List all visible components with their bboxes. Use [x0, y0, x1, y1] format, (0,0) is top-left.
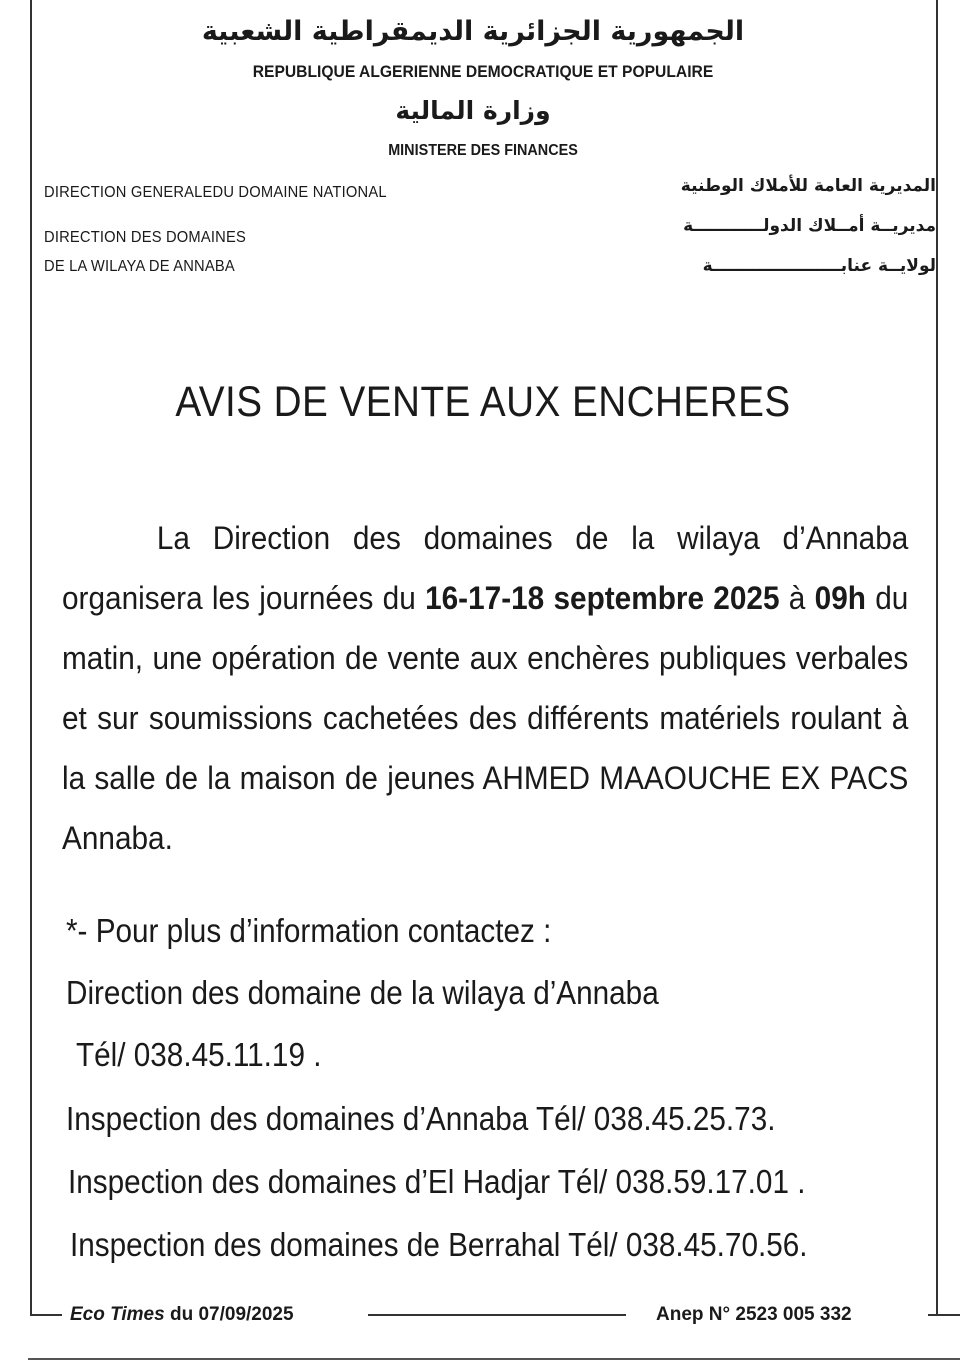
footer-anep-number: Anep N° 2523 005 332 — [648, 1304, 860, 1326]
french-ministry-title: MINISTERE DES FINANCES — [388, 142, 578, 159]
footer-publication — [62, 1304, 302, 1326]
french-republic-title: REPUBLIQUE ALGERIENNE DEMOCRATIQUE ET POPULAIRE — [252, 62, 714, 81]
contact-inspection-berrahal: Inspection des domaines de Berrahal Tél/ 038.45.70.56. — [70, 1226, 808, 1263]
notice-body — [62, 508, 908, 868]
arabic-wilaya-annaba: لولايــة عنابــــــــــــــــــــــة — [702, 256, 936, 276]
arabic-direction-domaines: مديريــة أمــلاك الدولــــــــــــة — [683, 216, 936, 236]
contact-direction: Direction des domaine de la wilaya d’Annaba — [66, 974, 659, 1011]
arabic-ministry-title: وزارة المالية — [395, 96, 551, 125]
contact-inspection-annaba: Inspection des domaines d’Annaba Tél/ 038.45.25.73. — [66, 1100, 776, 1137]
direction-generale-label: DIRECTION GENERALEDU DOMAINE NATIONAL — [44, 184, 387, 201]
direction-domaines-label: DIRECTION DES DOMAINES — [44, 229, 246, 246]
arabic-republic-title: الجمهورية الجزائرية الديمقراطية الشعبية — [201, 16, 745, 47]
footer-rule — [30, 1314, 64, 1316]
body-part1: La Direction des domaines de la wilaya d’Annaba organisera les journées du — [62, 520, 909, 616]
footer-rule — [368, 1314, 626, 1316]
body-time: 09h — [814, 580, 866, 616]
bottom-rule — [28, 1358, 960, 1360]
contact-heading: *- Pour plus d’information contactez : — [66, 912, 552, 949]
body-dates: 16-17-18 septembre 2025 — [425, 580, 780, 616]
wilaya-annaba-label: DE LA WILAYA DE ANNABA — [44, 258, 235, 275]
notice-title: AVIS DE VENTE AUX ENCHERES — [175, 378, 791, 426]
footer-rule — [928, 1314, 960, 1316]
body-part3: du matin, une opération de vente aux enchères publiques verbales et sur soumissions cachetées des différents matériels roulant à la salle de la maison de jeunes AHMED MAAOUCHE EX PACS Annaba. — [62, 580, 909, 856]
contact-direction-phone: Tél/ 038.45.11.19 . — [76, 1036, 322, 1073]
contact-inspection-el-hadjar: Inspection des domaines d’El Hadjar Tél/ 038.59.17.01 . — [68, 1163, 806, 1200]
body-part2: à — [779, 580, 815, 616]
publication-name: Eco Times — [70, 1304, 165, 1325]
publication-date: du 07/09/2025 — [164, 1304, 294, 1325]
arabic-direction-generale: المديرية العامة للأملاك الوطنية — [680, 176, 936, 196]
